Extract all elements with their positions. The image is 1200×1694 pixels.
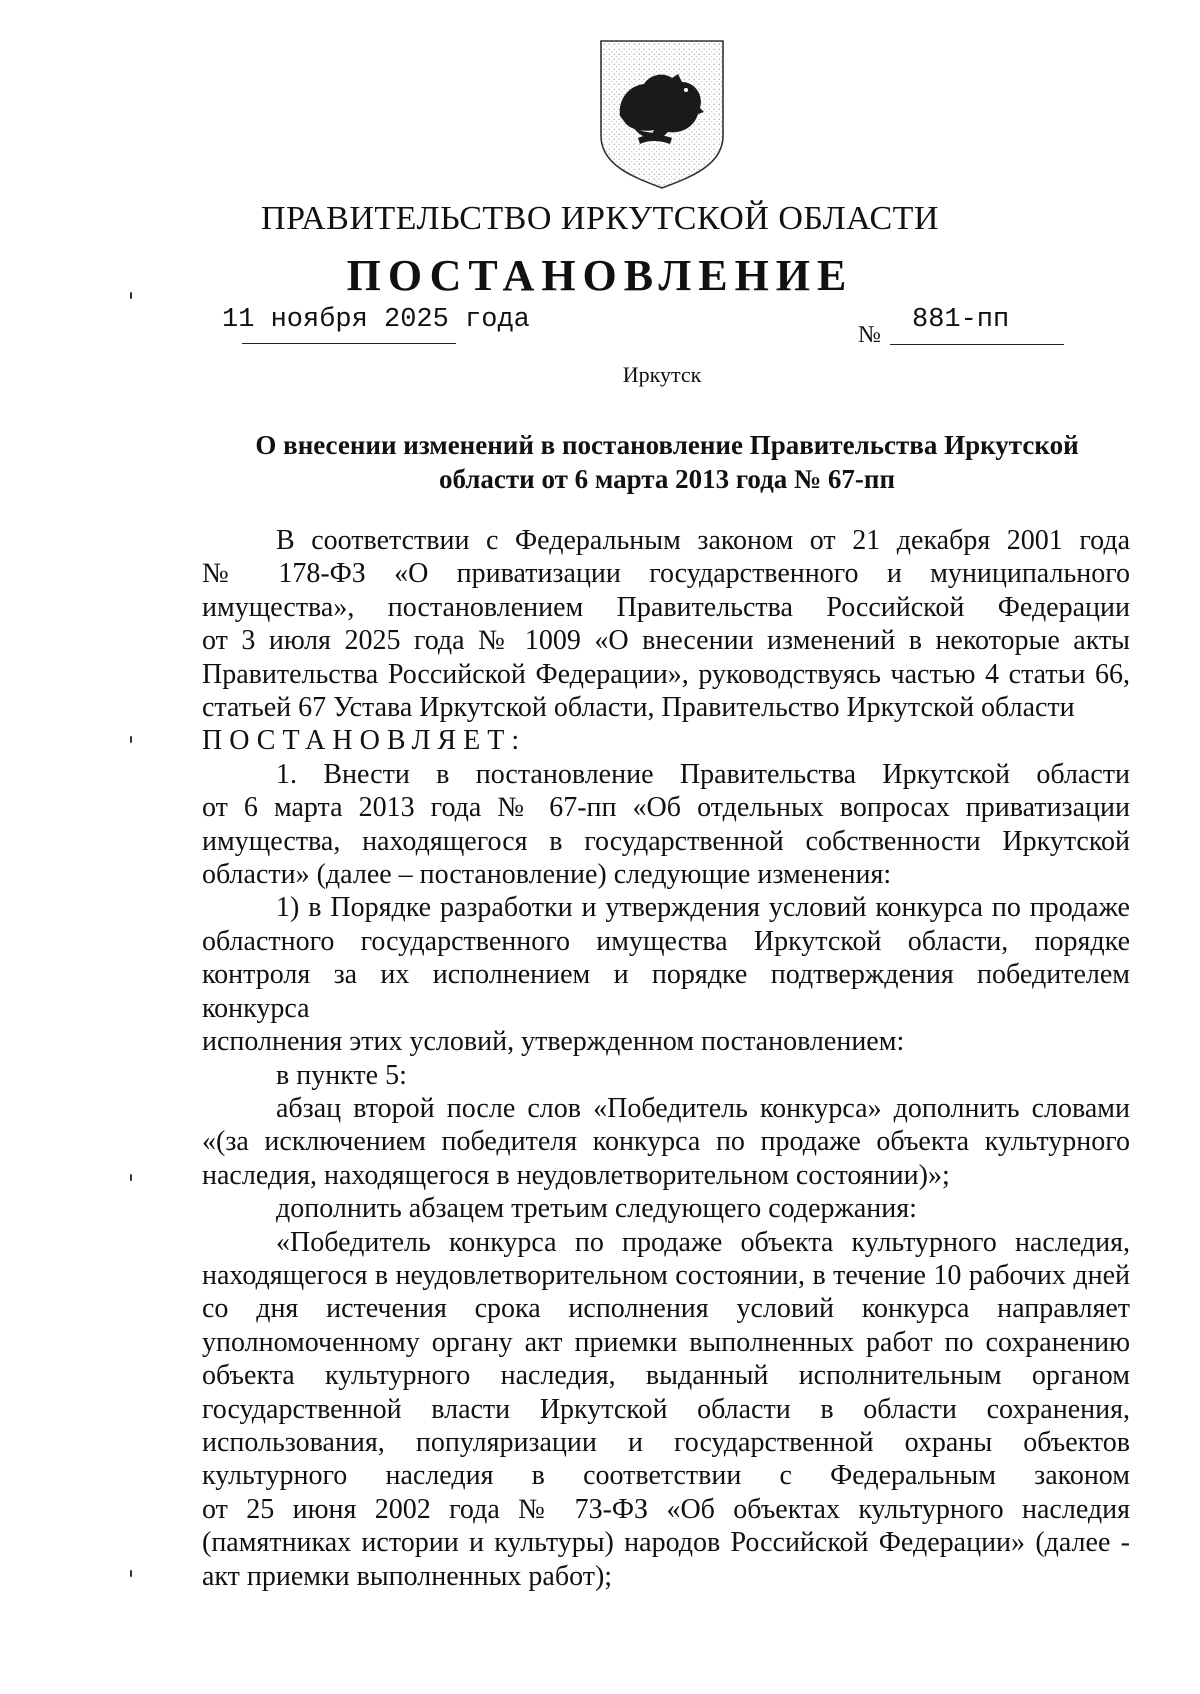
body-line: уполномоченному органу акт приемки выполненных работ по сохранению — [202, 1326, 1130, 1358]
scan-mark — [130, 736, 132, 743]
number-sign: № — [858, 322, 881, 348]
body-line: имущества, находящегося в государственной собственности Иркутской — [202, 825, 1130, 857]
body-line: 1) в Порядке разработки и утверждения условий конкурса по продаже — [276, 892, 1130, 924]
body-line: от 25 июня 2002 года № 73-ФЗ «Об объектах культурного наследия — [202, 1493, 1130, 1525]
body-line: (памятниках истории и культуры) народов Российской Федерации» (далее - — [202, 1527, 1130, 1559]
body-line: 1. Внести в постановление Правительства Иркутской области — [276, 758, 1130, 790]
decree-number: 881-пп — [912, 305, 1010, 335]
body-line: областного государственного имущества Иркутской области, порядке — [202, 925, 1130, 957]
title-line-2: области от 6 марта 2013 года № 67-пп — [438, 464, 896, 494]
document-body — [202, 524, 1130, 1593]
body-line: дополнить абзацем третьим следующего содержания: — [276, 1193, 917, 1225]
scan-mark — [130, 292, 132, 299]
body-line: от 3 июля 2025 года № 1009 «О внесении изменений в некоторые акты — [202, 625, 1130, 657]
title-line-1: О внесении изменений в постановление Правительства Иркутской — [255, 430, 1079, 460]
body-line: использования, популяризации и государственной охраны объектов — [202, 1426, 1130, 1458]
document-title — [200, 428, 1134, 496]
body-line: абзац второй после слов «Победитель конкурса» дополнить словами — [276, 1092, 1130, 1124]
body-line: контроля за их исполнением и порядке подтверждения победителем конкурса — [202, 959, 1130, 1024]
body-line: от 6 марта 2013 года № 67-пп «Об отдельных вопросах приватизации — [202, 792, 1130, 824]
body-line: № 178-ФЗ «О приватизации государственного и муниципального — [202, 558, 1130, 590]
body-line: области» (далее – постановление) следующие изменения: — [202, 859, 892, 891]
body-line: государственной власти Иркутской области в области сохранения, — [202, 1393, 1130, 1425]
scan-mark — [130, 1570, 132, 1577]
body-line: Правительства Российской Федерации», руководствуясь частью 4 статьи 66, — [202, 658, 1130, 690]
body-line: объекта культурного наследия, выданный исполнительным органом — [202, 1360, 1130, 1392]
number-underline — [890, 344, 1064, 345]
city: Иркутск — [622, 362, 702, 387]
body-line: В соответствии с Федеральным законом от 21 декабря 2001 года — [276, 525, 1130, 556]
body-line: «(за исключением победителя конкурса по продаже объекта культурного — [202, 1126, 1130, 1158]
body-line: имущества», постановлением Правительства Российской Федерации — [202, 591, 1130, 623]
scan-mark — [130, 1174, 132, 1181]
body-line: исполнения этих условий, утвержденном постановлением: — [202, 1026, 905, 1058]
body-line: культурного наследия в соответствии с Федеральным законом — [202, 1460, 1130, 1492]
decree-date: 11 ноября 2025 года — [222, 305, 530, 335]
date-underline — [242, 343, 456, 344]
body-line: наследия, находящегося в неудовлетворительном состоянии)»; — [202, 1159, 950, 1191]
body-line: со дня истечения срока исполнения условий конкурса направляет — [202, 1293, 1130, 1325]
irkutsk-coat-of-arms-emblem — [598, 38, 726, 190]
body-line: статьей 67 Устава Иркутской области, Правительство Иркутской области — [202, 692, 1075, 724]
government-name: ПРАВИТЕЛЬСТВО ИРКУТСКОЙ ОБЛАСТИ — [261, 200, 939, 237]
document-type: ПОСТАНОВЛЕНИЕ — [346, 251, 854, 300]
body-line: в пункте 5: — [276, 1059, 407, 1091]
body-line: «Победитель конкурса по продаже объекта культурного наследия, — [276, 1226, 1130, 1258]
resolution-word: ПОСТАНОВЛЯЕТ: — [202, 725, 527, 757]
body-line: акт приемки выполненных работ); — [202, 1560, 613, 1592]
body-line: находящегося в неудовлетворительном состоянии, в течение 10 рабочих дней — [202, 1259, 1130, 1291]
